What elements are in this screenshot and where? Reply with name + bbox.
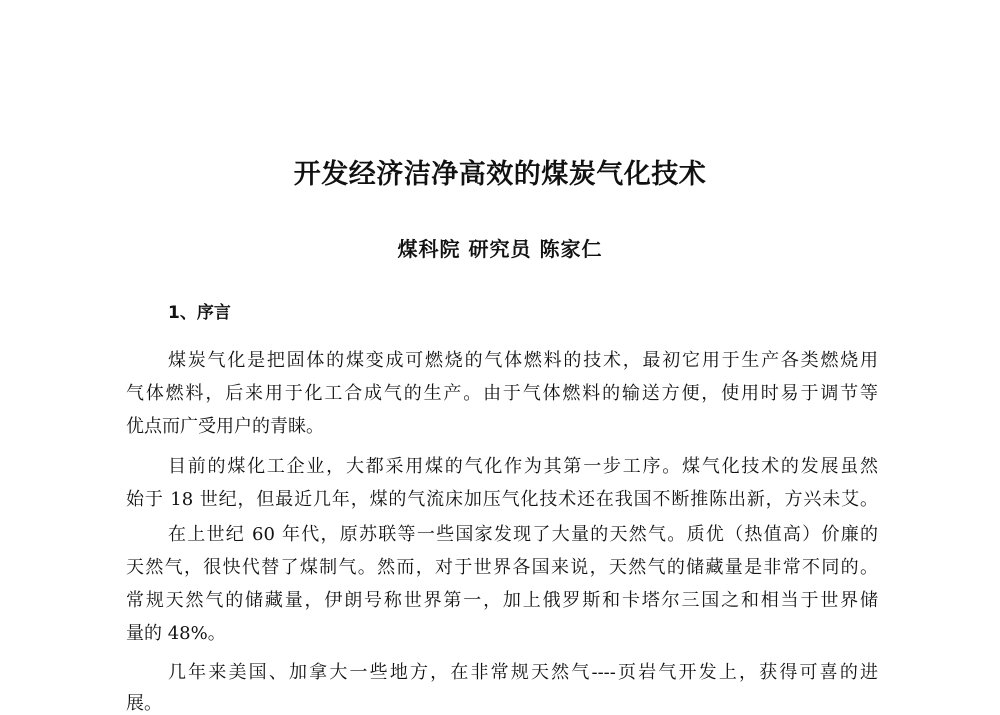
paragraph-line: 气体燃料，后来用于化工合成气的生产。由于气体燃料的输送方便，使用时易于调节等 — [126, 383, 878, 404]
paragraph-line: 煤炭气化是把固体的煤变成可燃烧的气体燃料的技术，最初它用于生产各类燃烧用 — [168, 350, 878, 371]
paragraph-line: 几年来美国、加拿大一些地方，在非常规天然气----页岩气开发上，获得可喜的进 — [168, 662, 878, 683]
paragraph-line: 常规天然气的储藏量，伊朗号称世界第一，加上俄罗斯和卡塔尔三国之和相当于世界储 — [126, 590, 878, 611]
paragraph-line: 在上世纪 60 年代，原苏联等一些国家发现了大量的天然气。质优（热值高）价廉的 — [168, 524, 878, 545]
author-line: 煤科院 研究员 陈家仁 — [397, 237, 603, 261]
paragraph-line: 始于 18 世纪，但最近几年，煤的气流床加压气化技术还在我国不断推陈出新，方兴未艾。 — [126, 489, 878, 510]
section-heading: 1、序言 — [168, 303, 231, 323]
document-title: 开发经济洁净高效的煤炭气化技术 — [293, 159, 707, 190]
paragraph-line: 量的 48%。 — [126, 623, 226, 644]
paragraph-line: 优点而广受用户的青睐。 — [126, 416, 324, 437]
paragraph-line: 展。 — [126, 693, 162, 714]
paragraph-line: 目前的煤化工企业，大都采用煤的气化作为其第一步工序。煤气化技术的发展虽然 — [168, 456, 878, 477]
paragraph-line: 天然气，很快代替了煤制气。然而，对于世界各国来说，天然气的储藏量是非常不同的。 — [126, 557, 878, 578]
